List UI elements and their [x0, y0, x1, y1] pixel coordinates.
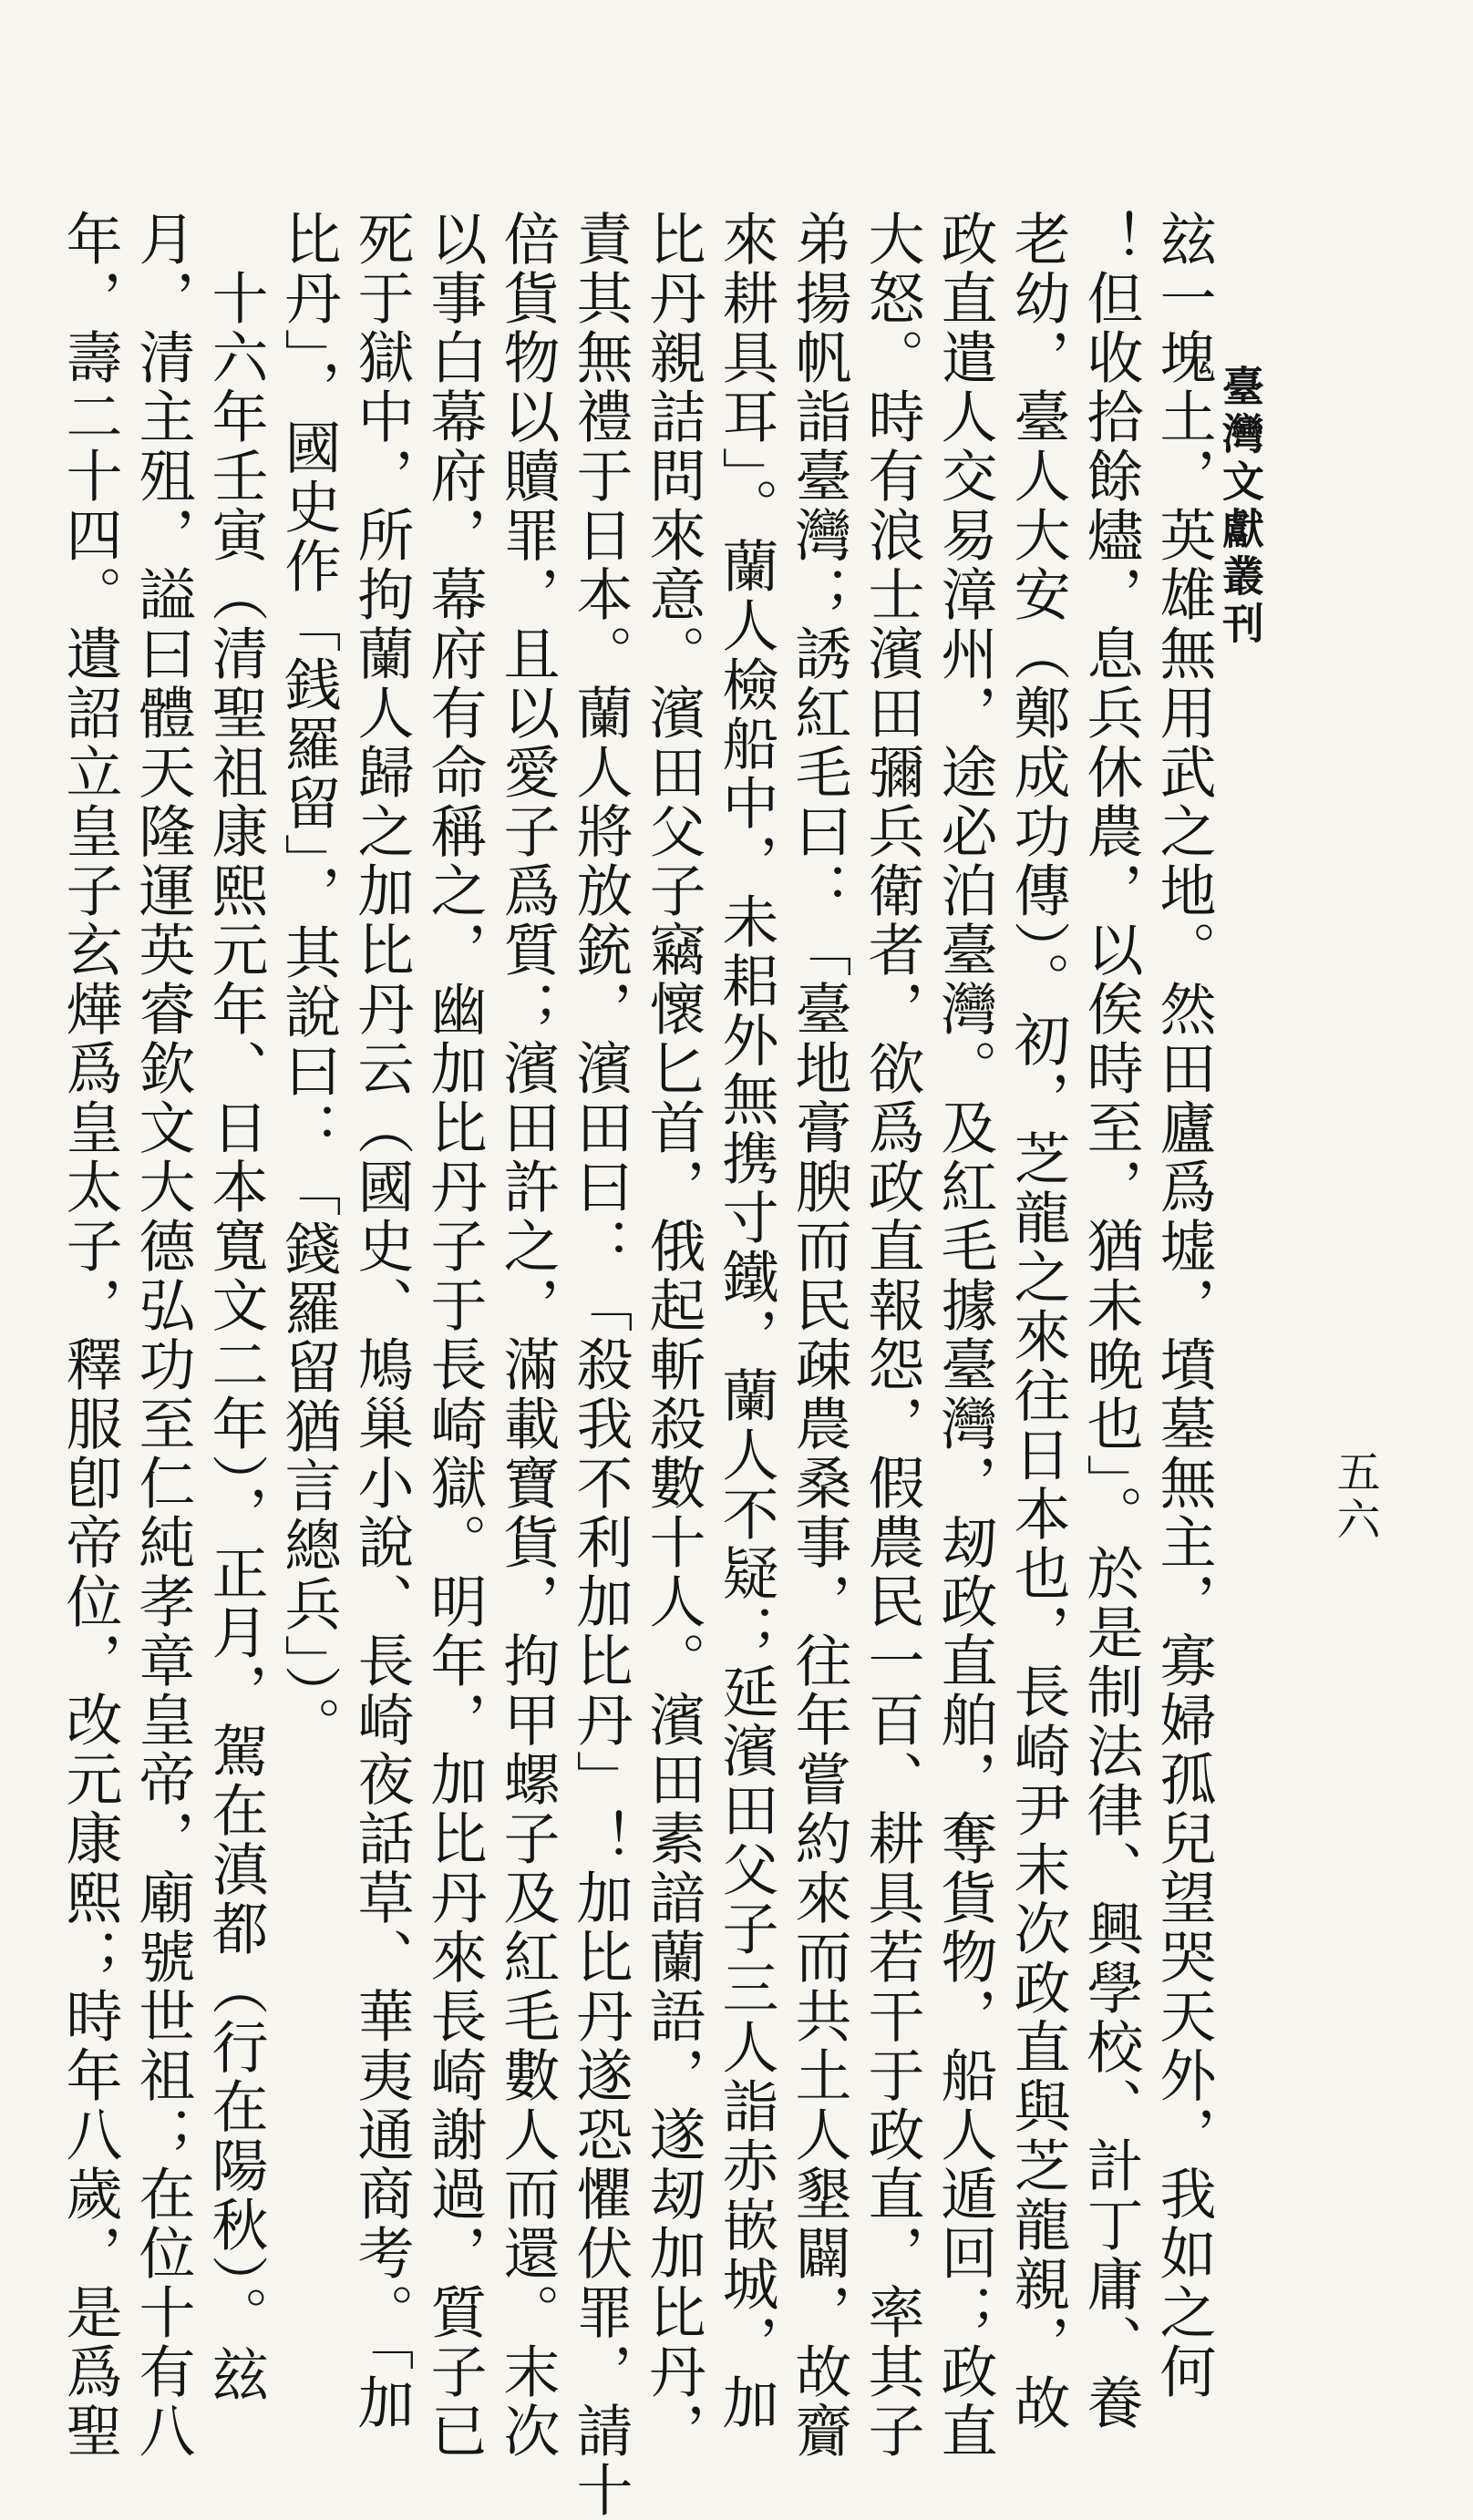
text-column-5: 大怒。時有浪士濱田彌兵衛者，欲爲政直報怨，假農民一百、耕具若干于政直，率其子 — [859, 210, 925, 2461]
text-column-12: 死于獄中，所拘蘭人歸之加比丹云（國史、鳩巢小說、長崎夜話草、華夷通商考。「加 — [348, 210, 415, 2433]
text-column-3: 老幼，臺人大安（鄭成功傳）。初，芝龍之來往日本也，長崎尹末次政直與芝龍親，故 — [1004, 210, 1071, 2433]
text-column-11: 以事白幕府，幕府有命稱之，幽加比丹子于長崎獄。明年，加比丹來長崎謝過，質子已 — [421, 210, 488, 2461]
text-column-13: 比丹」，國史作「銭羅留」，其說曰：「錢羅留猶言總兵」）。 — [275, 210, 342, 1755]
page-number: 五六 — [1329, 1449, 1380, 1544]
text-column-4: 政直遣人交易漳州，途必泊臺灣。及紅毛據臺灣，刼政直舶，奪貨物，船人遁回；政直 — [932, 210, 998, 2461]
text-column-6: 弟揚帆詣臺灣；誘紅毛曰：「臺地膏腴而民疎農桑事，往年嘗約來而共土人墾闢，故齎 — [786, 210, 852, 2461]
text-column-9: 責其無禮于日本。蘭人將放銃，濱田曰：「殺我不利加比丹」！加比丹遂恐懼伏罪，請十 — [567, 210, 633, 2520]
text-column-2: ！但收拾餘燼，息兵休農，以俟時至，猶未晚也」。於是制法律、興學校、計丁庸、養 — [1077, 210, 1144, 2433]
text-column-14: 十六年壬寅（清聖祖康熙元年、日本寬文二年），正月，駕在滇都（行在陽秋）。玆 — [202, 210, 269, 2404]
text-column-10: 倍貨物以贖罪，且以愛子爲質；濱田許之，滿載寶貨，拘甲螺子及紅毛數人而還。末次 — [494, 210, 561, 2461]
text-column-7: 來耕具耳」。蘭人檢船中，未耜外無携寸鐵，蘭人不疑；延濱田父子三人詣赤嵌城，加 — [713, 210, 779, 2433]
text-column-8: 比丹親詰問來意。濱田父子竊懷匕首，俄起斬殺數十人。濱田素諳蘭語，遂刼加比丹， — [640, 210, 706, 2461]
text-column-1: 玆一塊土，英雄無用武之地。然田廬爲墟，墳墓無主，寡婦孤兒望哭天外，我如之何 — [1150, 210, 1217, 2402]
text-column-16: 年，壽二十四。遺詔立皇子玄燁爲皇太子，釋服卽帝位，改元康熙；時年八歲，是爲聖 — [57, 210, 123, 2461]
running-header-title: 臺灣文獻叢刊 — [1216, 365, 1265, 649]
text-column-15: 月，清主殂，謚曰體天隆運英睿欽文大德弘功至仁純孝章皇帝，廟號世祖；在位十有八 — [129, 210, 196, 2461]
